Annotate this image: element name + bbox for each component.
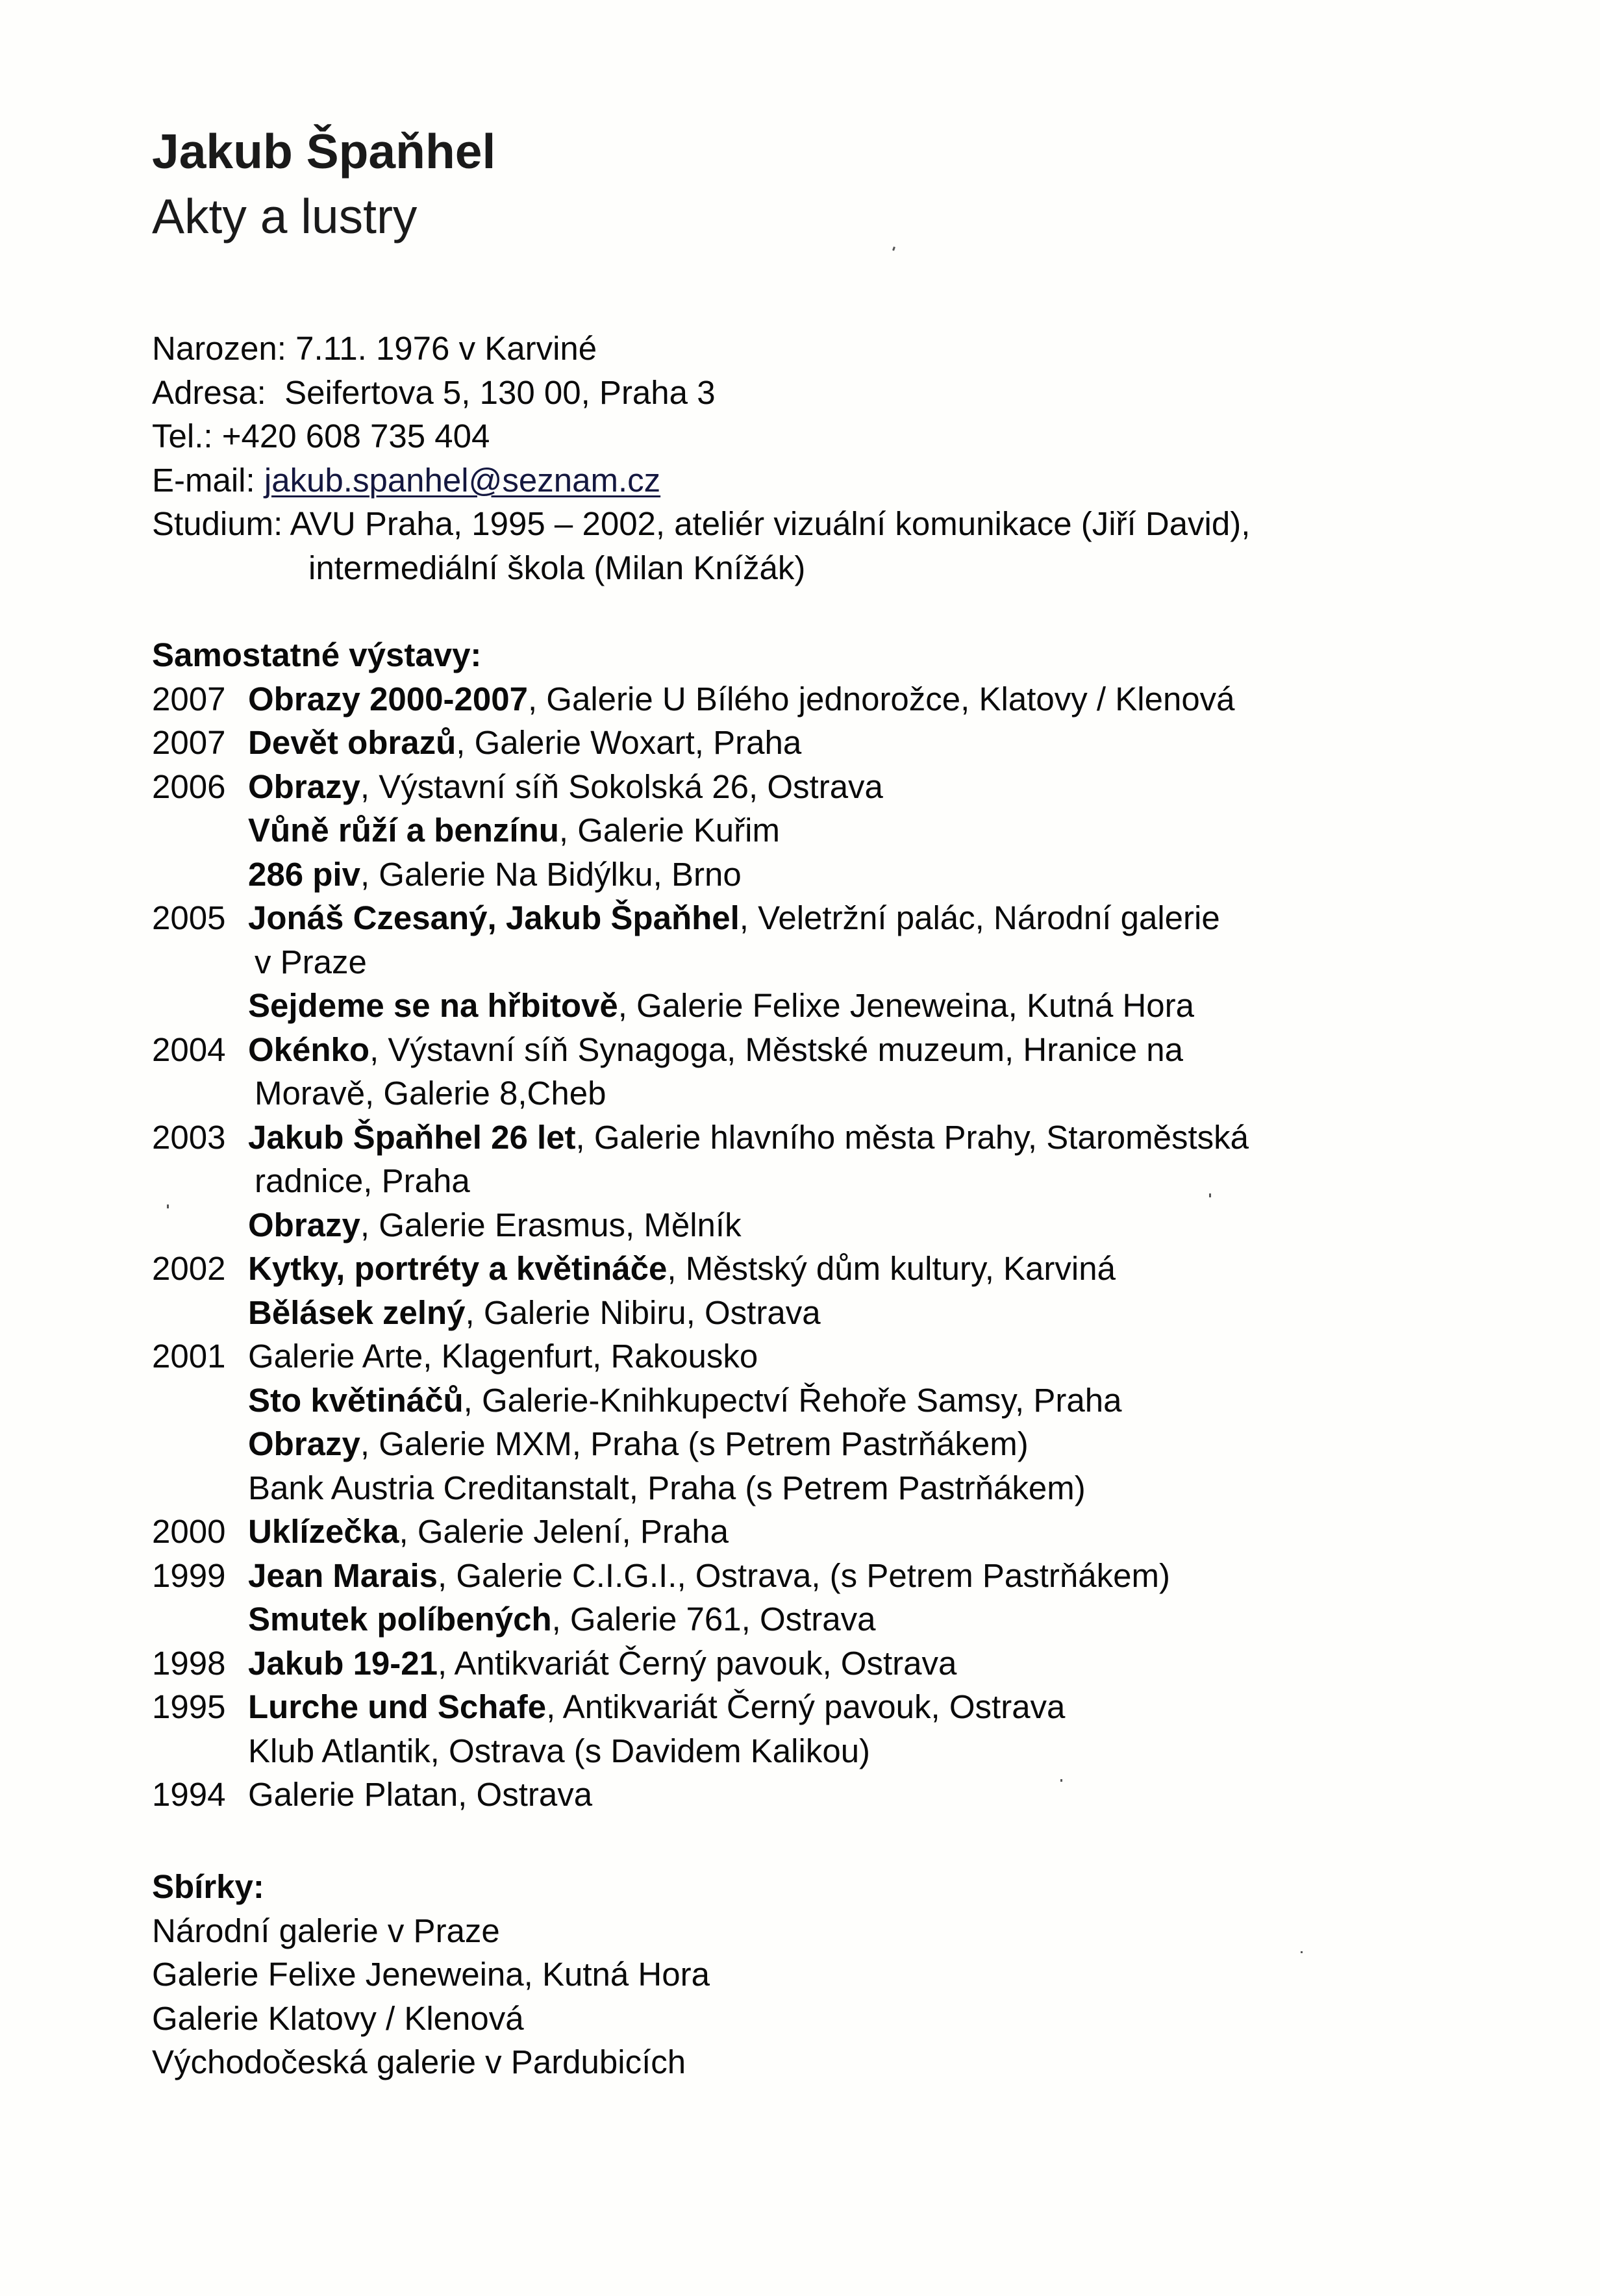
artist-name: Jakub Špaňhel	[152, 124, 496, 179]
exhibition-row	[152, 1422, 1249, 1466]
exhibition-venue: , Galerie U Bílého jednorožce, Klatovy / Klenová	[527, 680, 1235, 718]
exhibition-row	[152, 1071, 1249, 1116]
exhibition-venue: , Galerie Na Bidýlku, Brno	[360, 855, 742, 893]
exhibition-venue: , Galerie Felixe Jeneweina, Kutná Hora	[618, 987, 1195, 1024]
exhibition-title: Sejdeme se na hřbitově	[248, 987, 618, 1024]
exhibition-venue: , Městský dům kultury, Karviná	[667, 1250, 1116, 1287]
exhibition-row	[152, 940, 1249, 984]
exhibition-title: Bělásek zelný	[248, 1293, 466, 1331]
exhibition-row	[152, 984, 1249, 1028]
exhibition-row	[152, 765, 1249, 809]
email-link[interactable]: jakub.spanhel@seznam.cz	[264, 461, 661, 499]
exhibition-row	[152, 896, 1249, 940]
exhibition-title: Jonáš Czesaný, Jakub Špaňhel	[248, 899, 740, 936]
exhibition-venue: Galerie Arte, Klagenfurt, Rakousko	[248, 1338, 758, 1375]
exhibition-row	[152, 1247, 1249, 1291]
tel-value: +420 608 735 404	[221, 418, 490, 455]
exhibition-title: Lurche und Schafe	[248, 1688, 547, 1725]
email-row	[152, 458, 1250, 503]
exhibition-venue: , Výstavní síň Sokolská 26, Ostrava	[360, 767, 883, 805]
collection-item: Národní galerie v Praze	[152, 1912, 500, 1949]
exhibition-venue: , Veletržní palác, Národní galerie	[739, 899, 1220, 936]
exhibition-venue: , Výstavní síň Synagoga, Městské muzeum, Hranice na	[369, 1030, 1183, 1068]
scan-speck	[892, 247, 895, 251]
exhibition-row	[152, 1291, 1249, 1335]
exhibition-row	[152, 1729, 1249, 1773]
address-value: Seifertova 5, 130 00, Praha 3	[284, 373, 716, 411]
scan-speck	[167, 1204, 169, 1208]
exhibition-year: 1999	[152, 1556, 226, 1594]
study-value-continued: intermediální škola (Milan Knížák)	[308, 549, 806, 586]
exhibition-year: 2005	[152, 899, 226, 936]
exhibition-row	[152, 1379, 1249, 1423]
exhibition-year: 2007	[152, 680, 226, 718]
exhibition-year: 2007	[152, 724, 226, 761]
exhibition-title: Jakub 19-21	[248, 1644, 438, 1682]
exhibition-title: Okénko	[248, 1030, 370, 1068]
exhibition-title: Obrazy	[248, 1425, 360, 1462]
exhibition-title: Jakub Špaňhel 26 let	[248, 1118, 576, 1156]
exhibition-title: Obrazy 2000-2007	[248, 680, 528, 718]
scan-speck	[1209, 1193, 1211, 1197]
collections-section	[152, 1865, 710, 2084]
exhibition-row	[152, 1159, 1249, 1203]
exhibition-title: Uklízečka	[248, 1513, 399, 1550]
exhibition-year: 2002	[152, 1250, 226, 1287]
solo-exhibitions-heading: Samostatné výstavy:	[152, 636, 482, 673]
exhibition-year: 1998	[152, 1644, 226, 1682]
exhibition-venue: , Galerie Jelení, Praha	[399, 1513, 729, 1550]
study-label: Studium:	[152, 505, 283, 542]
exhibition-venue: , Galerie Erasmus, Mělník	[360, 1206, 742, 1243]
exhibition-year: 2003	[152, 1118, 226, 1156]
tel-row	[152, 414, 1250, 458]
exhibition-venue: Klub Atlantik, Ostrava (s Davidem Kalikou)	[248, 1732, 871, 1769]
exhibition-title: Sto květináčů	[248, 1381, 464, 1419]
exhibition-venue: , Galerie 761, Ostrava	[551, 1601, 876, 1638]
born-value: 7.11. 1976 v Karviné	[295, 330, 597, 367]
exhibition-row	[152, 1641, 1249, 1686]
email-label: E-mail:	[152, 461, 255, 499]
study-row	[152, 502, 1250, 546]
exhibition-subtitle: Akty a lustry	[152, 189, 418, 243]
personal-info	[152, 327, 1250, 590]
exhibition-row	[152, 808, 1249, 853]
exhibition-year: 2001	[152, 1338, 226, 1375]
exhibition-venue: , Galerie Woxart, Praha	[456, 724, 802, 761]
study-value: AVU Praha, 1995 – 2002, ateliér vizuální komunikace (Jiří David),	[290, 505, 1251, 542]
exhibition-venue: Galerie Platan, Ostrava	[248, 1776, 593, 1813]
exhibition-venue: , Galerie MXM, Praha (s Petrem Pastrňákem)	[360, 1425, 1029, 1462]
exhibition-year: 2006	[152, 767, 226, 805]
exhibition-venue: , Antikvariát Černý pavouk, Ostrava	[438, 1644, 957, 1682]
exhibition-row	[152, 1028, 1249, 1072]
exhibition-row	[152, 1510, 1249, 1554]
exhibition-venue: radnice, Praha	[255, 1162, 470, 1199]
collection-item: Galerie Klatovy / Klenová	[152, 1999, 524, 2037]
exhibition-venue: , Galerie hlavního města Prahy, Staroměstská	[575, 1118, 1249, 1156]
exhibition-venue: v Praze	[255, 943, 367, 980]
exhibition-title: 286 piv	[248, 855, 360, 893]
exhibition-row	[152, 1597, 1249, 1641]
exhibition-row	[152, 1773, 1249, 1817]
exhibition-title: Obrazy	[248, 1206, 360, 1243]
address-label: Adresa:	[152, 373, 266, 411]
exhibition-title: Kytky, portréty a květináče	[248, 1250, 668, 1287]
exhibition-title: Devět obrazů	[248, 724, 456, 761]
born-label: Narozen:	[152, 330, 286, 367]
exhibition-year: 2000	[152, 1513, 226, 1550]
exhibition-list	[152, 677, 1249, 1817]
exhibition-venue: , Galerie-Knihkupectví Řehoře Samsy, Praha	[463, 1381, 1122, 1419]
collections-heading: Sbírky:	[152, 1868, 264, 1905]
exhibition-venue: , Antikvariát Černý pavouk, Ostrava	[546, 1688, 1066, 1725]
exhibition-venue: Bank Austria Creditanstalt, Praha (s Petrem Pastrňákem)	[248, 1469, 1086, 1506]
exhibition-row	[152, 677, 1249, 721]
exhibition-row	[152, 721, 1249, 765]
born-row	[152, 327, 1250, 371]
collection-item: Východočeská galerie v Pardubicích	[152, 2043, 686, 2080]
exhibition-venue: , Galerie C.I.G.I., Ostrava, (s Petrem Pastrňákem)	[438, 1556, 1170, 1594]
study-row-continued	[152, 546, 1250, 590]
exhibition-year: 1994	[152, 1776, 226, 1813]
exhibition-row	[152, 1116, 1249, 1160]
exhibition-title: Smutek políbených	[248, 1601, 552, 1638]
exhibition-title: Obrazy	[248, 767, 360, 805]
exhibition-title: Jean Marais	[248, 1556, 438, 1594]
exhibition-venue: Moravě, Galerie 8,Cheb	[255, 1075, 606, 1112]
exhibition-venue: , Galerie Nibiru, Ostrava	[465, 1293, 821, 1331]
exhibition-year: 1995	[152, 1688, 226, 1725]
exhibition-venue: , Galerie Kuřim	[558, 812, 780, 849]
scan-speck	[1060, 1779, 1062, 1782]
scan-speck	[1301, 1951, 1303, 1953]
tel-label: Tel.:	[152, 418, 213, 455]
exhibition-row	[152, 1685, 1249, 1729]
exhibition-title: Vůně růží a benzínu	[248, 812, 559, 849]
exhibition-row	[152, 1466, 1249, 1510]
exhibition-row	[152, 1554, 1249, 1598]
exhibition-row	[152, 1203, 1249, 1247]
collection-item: Galerie Felixe Jeneweina, Kutná Hora	[152, 1956, 710, 1993]
exhibition-row	[152, 853, 1249, 897]
exhibition-year: 2004	[152, 1030, 226, 1068]
solo-exhibitions-section	[152, 633, 1249, 1817]
exhibition-row	[152, 1334, 1249, 1379]
address-row	[152, 371, 1250, 415]
